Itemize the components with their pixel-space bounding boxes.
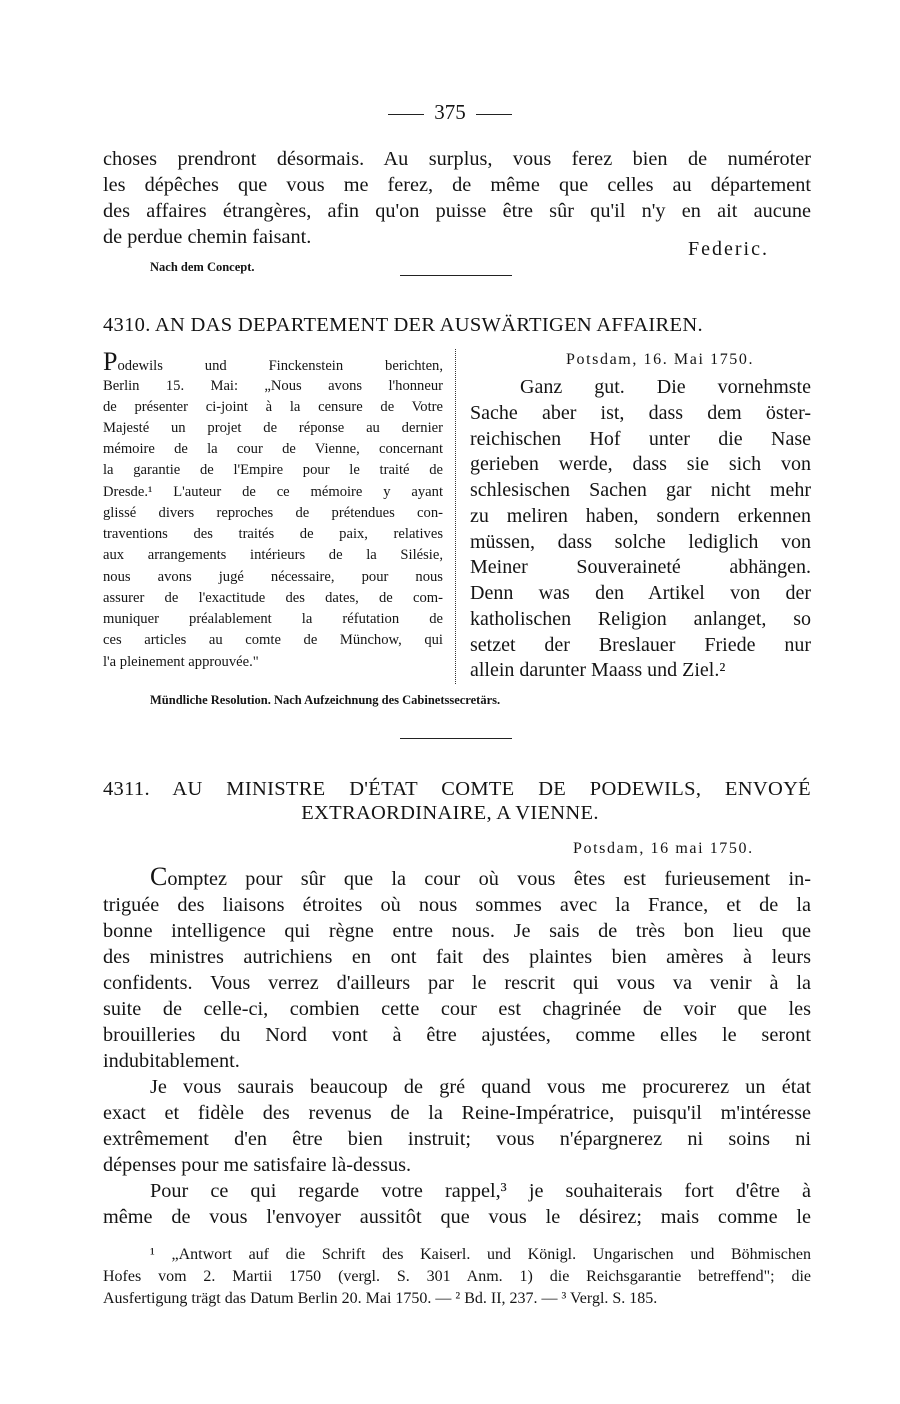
text-line: [150, 862, 811, 892]
separator-rule: [400, 738, 512, 739]
resolution-line: reichischen Hof unter die Nase: [470, 428, 811, 450]
signature: Federic.: [688, 238, 769, 260]
text-line: des affaires étrangères, afin qu'on puisse être sûr qu'il n'y en ait aucune: [103, 200, 811, 222]
letter-4310-dateline: Potsdam, 16. Mai 1750.: [566, 351, 755, 368]
summary-line: Berlin 15. Mai: „Nous avons l'honneur: [103, 378, 443, 394]
resolution-line: Sache aber ist, dass dem öster-: [470, 402, 811, 424]
resolution-line: allein darunter Maass und Ziel.²: [470, 659, 726, 681]
summary-line: nous avons jugé nécessaire, pour nous: [103, 569, 443, 585]
summary-line: glissé divers reproches de prétendues con-: [103, 505, 443, 521]
summary-line: [103, 347, 443, 377]
resolution-line: setzet der Breslauer Friede nur: [470, 634, 811, 656]
page-number-dash-left: [388, 114, 424, 115]
summary-line: assurer de l'exactitude des dates, de com-: [103, 590, 443, 606]
text-line: Pour ce qui regarde votre rappel,³ je souhaiterais fort d'être à: [150, 1180, 811, 1202]
letter-4311-heading-line1: 4311. AU MINISTRE D'ÉTAT COMTE DE PODEWILS, ENVOYÉ: [103, 778, 811, 800]
text-line: suite de celle-ci, combien cette cour est chagrinée de voir que les: [103, 998, 811, 1020]
resolution-line: gerieben werde, dass sie sich von: [470, 453, 811, 475]
text-line: exact et fidèle des revenus de la Reine-Impératrice, puisqu'il m'intéresse: [103, 1102, 811, 1124]
letter-4311-dateline: Potsdam, 16 mai 1750.: [573, 840, 754, 857]
text-line: choses prendront désormais. Au surplus, vous ferez bien de numéroter: [103, 148, 811, 170]
letter-4310-source-note: Mündliche Resolution. Nach Aufzeichnung des Cabinetssecretärs.: [150, 693, 501, 707]
page-number-dash-right: [476, 114, 512, 115]
text-line-content: omptez pour sûr que la cour où vous êtes est furieusement in-: [167, 868, 811, 890]
footnote-line: Ausfertigung trägt das Datum Berlin 20. Mai 1750. — ² Bd. II, 237. — ³ Vergl. S. 185.: [103, 1290, 658, 1307]
resolution-line: katholischen Religion anlanget, so: [470, 608, 811, 630]
text-line: les dépêches que vous me ferez, de même que celles au département: [103, 174, 811, 196]
separator-rule: [400, 275, 512, 276]
footnote-line: ¹ „Antwort auf die Schrift des Kaiserl. und Königl. Ungarischen und Böhmischen: [150, 1246, 811, 1263]
text-line: bonne intelligence qui règne entre nous. Je sais de très bon lieu que: [103, 920, 811, 942]
summary-line: mémoire de la cour de Vienne, concernant: [103, 441, 443, 457]
summary-line: aux arrangements intérieurs de la Silésie,: [103, 547, 443, 563]
text-line: brouilleries du Nord vont à être ajustées, comme elles le seront: [103, 1024, 811, 1046]
footnote-line: Hofes vom 2. Martii 1750 (vergl. S. 301 Anm. 1) die Reichsgarantie betreffend"; die: [103, 1268, 811, 1285]
page-number: [0, 100, 900, 125]
text-line: des ministres autrichiens en ont fait des plaintes bien amères à leurs: [103, 946, 811, 968]
text-line: extrêmement d'en être bien instruit; vous n'épargnerez ni soins ni: [103, 1128, 811, 1150]
resolution-line: schlesischen Sachen gar nicht mehr: [470, 479, 811, 501]
text-line: triguée des liaisons étroites où nous sommes avec la France, et de la: [103, 894, 811, 916]
summary-line: Majesté un projet de réponse au dernier: [103, 420, 443, 436]
resolution-line: Denn was den Artikel von der: [470, 582, 811, 604]
letter-4310-heading: 4310. AN DAS DEPARTEMENT DER AUSWÄRTIGEN AFFAIREN.: [103, 314, 703, 336]
summary-initial: P: [103, 347, 118, 376]
resolution-line: Meiner Souveraineté abhängen.: [470, 556, 811, 578]
resolution-line: müssen, dass solche lediglich von: [470, 531, 811, 553]
page-number-text: 375: [434, 100, 466, 124]
drop-initial: C: [150, 862, 168, 891]
source-note: Nach dem Concept.: [150, 260, 255, 274]
summary-line: traventions des traités de paix, relatives: [103, 526, 443, 542]
text-line: même de vous l'envoyer aussitôt que vous le désirez; mais comme le: [103, 1206, 811, 1228]
resolution-line: zu meliren haben, sondern erkennen: [470, 505, 811, 527]
column-divider: [455, 349, 456, 684]
summary-line: muniquer préalablement la réfutation de: [103, 611, 443, 627]
letter-4311-heading-line2: EXTRAORDINAIRE, A VIENNE.: [301, 802, 599, 824]
summary-line: la garantie de l'Empire pour le traité de: [103, 462, 443, 478]
summary-line: Dresde.¹ L'auteur de ce mémoire y ayant: [103, 484, 443, 500]
summary-line-text: odewils und Finckenstein berichten,: [117, 358, 443, 374]
summary-line: l'a pleinement approuvée.": [103, 654, 259, 670]
text-line: Je vous saurais beaucoup de gré quand vous me procurerez un état: [150, 1076, 811, 1098]
text-line: de perdue chemin faisant.: [103, 226, 312, 248]
text-line: confidents. Vous verrez d'ailleurs par le rescrit qui vous va venir à la: [103, 972, 811, 994]
summary-line: ces articles au comte de Münchow, qui: [103, 632, 443, 648]
text-line: dépenses pour me satisfaire là-dessus.: [103, 1154, 412, 1176]
summary-line: de présenter ci-joint à la censure de Votre: [103, 399, 443, 415]
resolution-line: Ganz gut. Die vornehmste: [520, 376, 811, 398]
text-line: indubitablement.: [103, 1050, 240, 1072]
